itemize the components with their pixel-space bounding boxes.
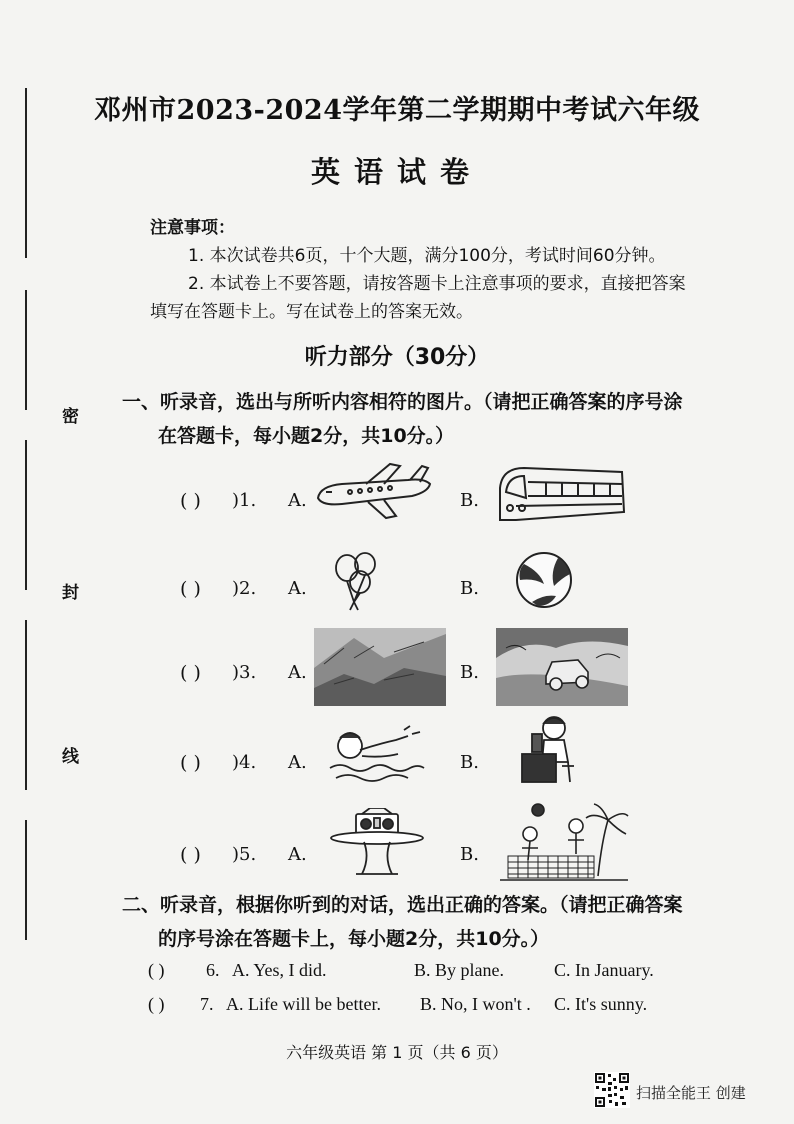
answer-paren: ( ) (180, 844, 201, 866)
notes-heading: 注意事项： (150, 218, 235, 238)
option-a-label: A. (288, 844, 307, 865)
option-b-label: B. (460, 490, 479, 511)
question-row-2 (0, 558, 794, 618)
option-c: C. In January. (554, 960, 654, 980)
question-row-3 (0, 628, 794, 708)
part1-title-line-1: 一、听录音，选出与所听内容相符的图片。（请把正确答案的序号涂 (122, 391, 683, 413)
question-6 (148, 960, 708, 984)
page-footer: 六年级英语 第 1 页（共 6 页） (286, 1043, 508, 1062)
option-a: A. Life will be better. (226, 994, 381, 1014)
exam-title: 邓州市2023-2024学年第二学期期中考试六年级 (94, 95, 700, 126)
option-b-label: B. (460, 662, 479, 683)
question-number: )5. (232, 844, 257, 865)
volleyball-picture (514, 550, 574, 610)
option-a: A. Yes, I did. (232, 960, 327, 980)
balloons-picture (332, 552, 382, 612)
question-number: )2. (232, 578, 257, 599)
option-b-label: B. (460, 578, 479, 599)
answer-paren: ( ) (148, 994, 165, 1014)
question-number: )4. (232, 752, 257, 773)
beach-volleyball-picture (498, 800, 630, 884)
option-a-label: A. (288, 662, 307, 683)
listening-heading: 听力部分（30分） (304, 345, 490, 370)
car-driving-picture (496, 628, 628, 706)
question-row-5 (0, 808, 794, 888)
qr-code-icon (594, 1072, 630, 1108)
airplane-picture (312, 462, 434, 522)
option-b: B. No, I won't . (420, 994, 531, 1014)
answer-paren: ( ) (180, 662, 201, 684)
option-a-label: A. (288, 490, 307, 511)
notes-item-1: 1. 本次试卷共6页，十个大题，满分100分，考试时间60分钟。 (188, 246, 666, 266)
option-a-label: A. (288, 578, 307, 599)
answer-paren: ( ) (180, 490, 201, 512)
part2-title-line-2: 的序号涂在答题卡上，每小题2分，共10分。） (158, 928, 550, 950)
answer-paren: ( ) (180, 752, 201, 774)
boy-at-desk-picture (518, 710, 578, 786)
answer-paren: ( ) (148, 960, 165, 980)
part2-title (122, 888, 742, 956)
train-picture (496, 462, 628, 528)
question-number: 7. (200, 994, 214, 1014)
option-a-label: A. (288, 752, 307, 773)
exam-subtitle: 英语试卷 (310, 155, 483, 189)
option-b-label: B. (460, 752, 479, 773)
question-number: )1. (232, 490, 257, 511)
option-b: B. By plane. (414, 960, 504, 980)
part2-title-line-1: 二、听录音，根据你听到的对话，选出正确的答案。（请把正确答案 (122, 894, 683, 916)
part1-title (122, 385, 742, 453)
scanner-watermark (594, 1072, 784, 1112)
seal-char-xian: 线 (62, 747, 79, 767)
swimming-boy-picture (326, 724, 426, 784)
answer-paren: ( ) (180, 578, 201, 600)
question-number: 6. (206, 960, 220, 980)
notes-block (150, 214, 750, 326)
question-7 (148, 994, 708, 1018)
question-row-1 (0, 468, 794, 528)
question-row-4 (0, 724, 794, 794)
radio-on-table-picture (326, 808, 428, 878)
seal-char-feng: 封 (62, 583, 79, 603)
part1-title-line-2: 在答题卡，每小题2分，共10分。） (158, 425, 455, 447)
notes-item-2-line-1: 2. 本试卷上不要答题，请按答题卡上注意事项的要求，直接把答案 (188, 274, 686, 294)
notes-item-2-line-2: 填写在答题卡上。写在试卷上的答案无效。 (150, 302, 473, 322)
mountain-picture (314, 628, 446, 706)
option-b-label: B. (460, 844, 479, 865)
question-number: )3. (232, 662, 257, 683)
seal-char-mi: 密 (62, 407, 79, 427)
scanner-label: 扫描全能王 创建 (636, 1084, 746, 1102)
option-c: C. It's sunny. (554, 994, 648, 1014)
